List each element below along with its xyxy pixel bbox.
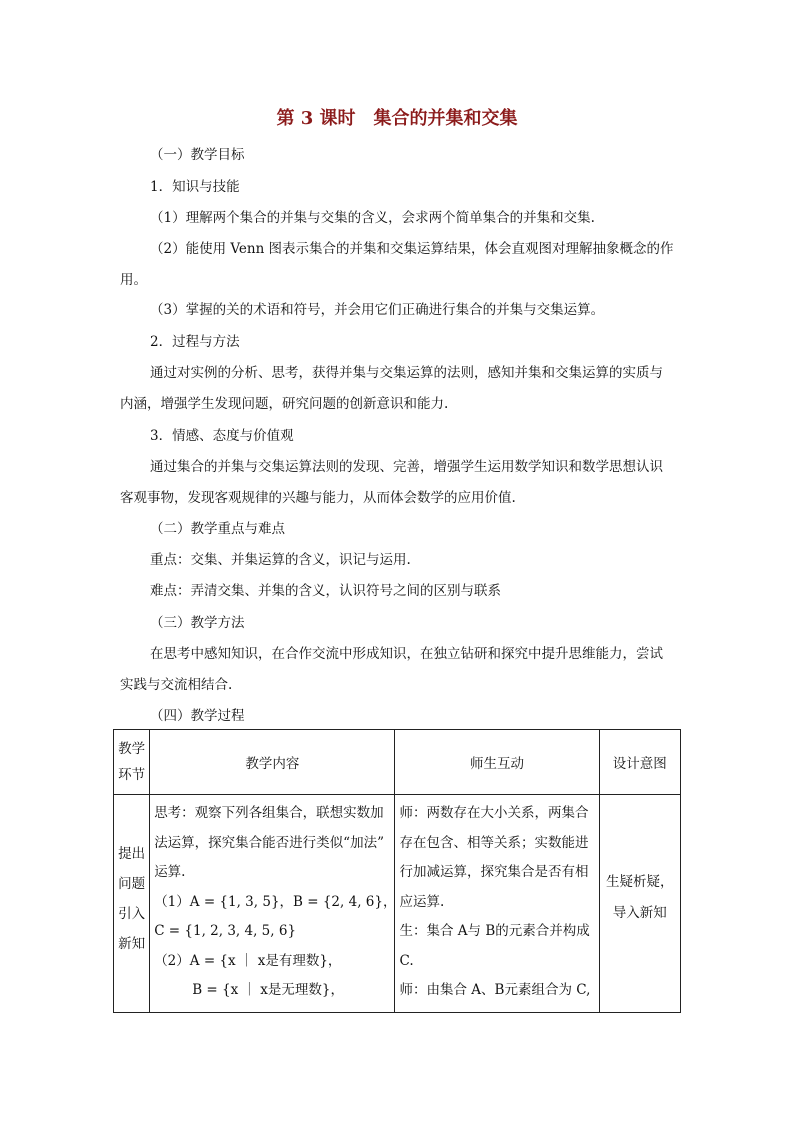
content-line: 思考：观察下列各组集合，联想实数加: [154, 805, 384, 821]
table-row: [114, 795, 681, 1013]
stage-line: 问题: [118, 876, 146, 892]
section-keypoints-heading: （二）教学重点与难点: [150, 521, 285, 537]
subsection-process-methods: 2．过程与方法: [150, 334, 240, 350]
intent-cell: [599, 795, 680, 1013]
content-line: （2）A = {x ｜ x是有理数}，: [154, 952, 342, 969]
interaction-line: 师：由集合 A、B元素组合为 C,: [399, 982, 591, 998]
content-line: 运算.: [154, 864, 186, 880]
header-content: 教学内容: [150, 730, 395, 795]
stage-cell: [114, 795, 150, 1013]
content-line: （1）A = {1, 3, 5}，B = {2, 4, 6}，: [154, 893, 397, 910]
interaction-line: 应运算.: [399, 893, 445, 910]
content-line: 法运算，探究集合能否进行类似“加法”: [154, 834, 384, 851]
content-line: B = {x ｜ x是无理数}，: [192, 982, 344, 998]
attitude-paragraph-line1: 通过集合的并集与交集运算法则的发现、完善，增强学生运用数学知识和数学思想认识: [150, 459, 663, 475]
key-point-text: 重点：交集、并集运算的含义，识记与运用.: [150, 552, 411, 568]
subsection-attitude-values: 3．情感、态度与价值观: [150, 428, 294, 444]
process-paragraph-line2: 内涵，增强学生发现问题，研究问题的创新意识和能力.: [120, 396, 449, 412]
header-stage-line2: 环节: [118, 767, 146, 783]
intent-line: 导入新知: [612, 905, 667, 921]
content-cell: [150, 795, 395, 1013]
interaction-line: 生：集合 A与 B的元素合并构成: [399, 923, 590, 939]
section-process-heading: （四）教学过程: [150, 708, 245, 724]
methods-paragraph-line2: 实践与交流相结合.: [120, 677, 233, 693]
attitude-paragraph-line2: 客观事物，发现客观规律的兴趣与能力，从而体会数学的应用价值.: [120, 490, 516, 506]
header-interaction: 师生互动: [395, 730, 599, 795]
objective-item-2-line1: （2）能使用 Venn 图表示集合的并集和交集运算结果，体会直观图对理解抽象概念的作: [150, 241, 674, 257]
interaction-cell: [395, 795, 599, 1013]
section-methods-heading: （三）教学方法: [150, 615, 245, 631]
section-objectives-heading: （一）教学目标: [150, 147, 245, 163]
interaction-line: C.: [399, 952, 414, 969]
objective-item-1: （1）理解两个集合的并集与交集的含义，会求两个简单集合的并集和交集.: [150, 210, 595, 226]
lesson-title: 第 3 课时 集合的并集和交集: [276, 108, 518, 129]
teaching-process-table: [113, 729, 681, 1013]
table-header-row: [114, 730, 681, 795]
header-stage: [114, 730, 150, 795]
difficulty-text: 难点：弄清交集、并集的含义，认识符号之间的区别与联系: [150, 583, 501, 599]
interaction-line: 行加减运算，探究集合是否有相: [399, 864, 589, 880]
stage-line: 新知: [118, 936, 146, 952]
process-paragraph-line1: 通过对实例的分析、思考，获得并集与交集运算的法则，感知并集和交集运算的实质与: [150, 365, 663, 381]
methods-paragraph-line1: 在思考中感知知识，在合作交流中形成知识，在独立钻研和探究中提升思维能力，尝试: [150, 646, 663, 662]
subsection-knowledge-skills: 1．知识与技能: [150, 179, 240, 195]
interaction-line: 存在包含、相等关系；实数能进: [399, 834, 589, 851]
objective-item-3: （3）掌握的关的术语和符号，并会用它们正确进行集合的并集与交集运算。: [150, 302, 605, 318]
content-line: C = {1, 2, 3, 4, 5, 6}: [154, 923, 297, 939]
objective-item-2-line2: 用。: [120, 272, 147, 288]
stage-line: 引入: [118, 906, 146, 922]
interaction-line: 师：两数存在大小关系，两集合: [399, 805, 589, 821]
stage-line: 提出: [118, 846, 146, 862]
intent-line: 生疑析疑，: [606, 874, 674, 890]
header-intent: 设计意图: [599, 730, 680, 795]
header-stage-line1: 教学: [118, 741, 146, 757]
